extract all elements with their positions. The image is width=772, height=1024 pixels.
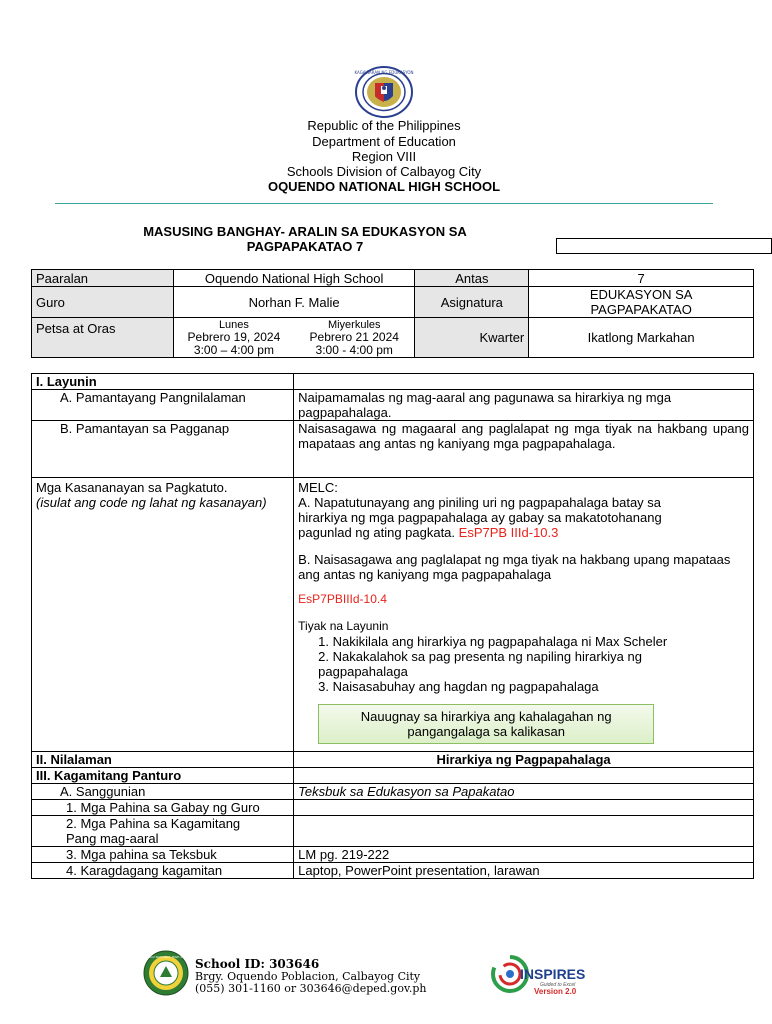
inspires-logo [490,952,610,998]
paaralan-value: Oquendo National High School [173,270,415,287]
header-divider [55,203,713,204]
footer-address: Brgy. Oquendo Poblacion, Calbayog City [195,970,421,983]
objective-list [298,634,708,694]
melc-a [298,495,678,540]
melc-b-code: EsP7PBIIId-10.4 [298,592,387,606]
ref1-value [294,800,754,816]
asignatura-value-line-2: PAGPAPAKATAO [590,302,692,317]
ref2-label-text: 2. Mga Pahina sa Kagamitang Pang mag-aaral [66,816,241,846]
title-line-2: PAGPAPAKATAO 7 [246,239,364,254]
sanggunian-value: Teksbuk sa Edukasyon sa Papakatao [294,784,754,800]
ref3-label: 3. Mga pahina sa Teksbuk [32,847,294,863]
header-region: Region VIII [351,149,417,164]
melc-b: B. Naisasagawa ang paglalapat ng mga tiyak na hakbang upang mapataas ang antas ng kaniyang mga pagpapahalaga [298,552,731,582]
document-title [110,224,500,254]
pangnilalaman-label: A. Pamantayang Pangnilalaman [32,390,294,421]
lesson-plan-table [31,373,754,879]
title-line-1: MASUSING BANGHAY- ARALIN SA EDUKASYON SA [143,224,467,239]
header-division: Schools Division of Calbayog City [286,164,482,179]
kasanayan-label: Mga Kasananayan sa Pagkatuto. [36,480,228,495]
school-seal-lettering: OQUENDO NATIONAL HIGH SCHOOL [138,955,194,959]
header-republic: Republic of the Philippines [307,118,461,133]
ref4-value: Laptop, PowerPoint presentation, larawan [294,863,754,879]
nilalaman-label: II. Nilalaman [32,752,294,768]
footer-school-info [195,957,426,995]
antas-label: Antas [415,270,529,287]
seal-lettering: KAGAWARAN NG EDUKASYON [354,70,414,75]
pagganap-value: Naisasagawa ng magaaral ang paglalapat ng mga tiyak na hakbang upang mapataas ang antas ng kaniyang mga pagpapahalaga. [294,421,754,478]
ref1-label-text: 1. Mga Pahina sa Gabay ng Guro [66,800,260,815]
kagamitan-empty [294,768,754,784]
inspires-version: Version 2.0 [534,987,577,996]
header-department: Department of Education [312,134,456,149]
inspires-tagline: Guided to Excel [540,982,576,988]
ref2-label [32,816,294,847]
school-seal-logo [138,950,194,996]
layunin-empty [294,374,754,390]
objective-1: 1. Nakikilala ang hirarkiya ng pagpapahalaga ni Max Scheler [318,634,668,649]
day2-block [294,319,414,357]
pagganap-label: B. Pamantayan sa Pagganap [32,421,294,478]
objective-2: 2. Nakakalahok sa pag presenta ng napiling hirarkiya ng pagpapahalaga [318,649,642,679]
asignatura-label: Asignatura [415,287,529,318]
inspires-wordmark: INSPIRES [520,966,586,982]
paaralan-label: Paaralan [32,270,174,287]
kagamitan-label: III. Kagamitang Panturo [32,768,294,784]
day1-time: 3:00 – 4:00 pm [193,342,274,357]
header-school-name: OQUENDO NATIONAL HIGH SCHOOL [267,179,501,194]
ref4-label: 4. Karagdagang kagamitan [32,863,294,879]
footer-contact: (055) 301-1160 or 303646@deped.gov.ph [195,982,427,995]
tiyak-heading: Tiyak na Layunin [298,619,389,633]
day2-date: Pebrero 21 2024 [309,329,399,344]
kwarter-label: Kwarter [415,318,529,358]
integration-box: Nauugnay sa hirarkiya ang kahalagahan ng pangangalaga sa kalikasan [318,704,654,744]
melc-a-text: A. Napatutunayang ang piniling uri ng pagpapahalaga batay sa hirarkiya ng mga pagpapahalaga ay gabay sa makatotohanang pagunlad ng ating pagkata. [298,495,662,540]
kasanayan-note: (isulat ang code ng lahat ng kasanayan) [36,495,267,510]
pangnilalaman-value: Naipamamalas ng mag-aaral ang pagunawa sa hirarkiya ng mga pagpapahalaga. [294,390,754,421]
day1-day: Lunes [218,318,249,331]
ref1-label [32,800,294,816]
day1-block [174,319,294,357]
footer-school-id: School ID: 303646 [195,957,320,971]
guro-label: Guro [32,287,174,318]
layunin-header: I. Layunin [32,374,294,390]
sanggunian-label: A. Sanggunian [32,784,294,800]
day2-day: Miyerkules [327,318,381,331]
guro-value: Norhan F. Malie [173,287,415,318]
ref3-value: LM pg. 219-222 [294,847,754,863]
kwarter-value: Ikatlong Markahan [529,318,754,358]
asignatura-value [529,287,754,318]
day1-date: Pebrero 19, 2024 [187,329,281,344]
blank-box [556,238,772,254]
antas-value: 7 [529,270,754,287]
petsa-value [173,318,415,358]
petsa-label: Petsa at Oras [32,318,174,358]
objective-3: 3. Naisasabuhay ang hagdan ng pagpapahalaga [318,679,599,694]
deped-seal-logo [355,66,413,118]
info-table [31,269,754,358]
melc-heading: MELC: [298,480,338,495]
kasanayan-cell [32,478,294,752]
asignatura-value-line-1: EDUKASYON SA [589,287,693,302]
melc-cell [294,478,754,752]
nilalaman-value: Hirarkiya ng Pagpapahalaga [294,752,754,768]
day2-time: 3:00 - 4:00 pm [315,342,393,357]
melc-a-code: EsP7PB IIId-10.3 [458,525,559,540]
ref2-value [294,816,754,847]
